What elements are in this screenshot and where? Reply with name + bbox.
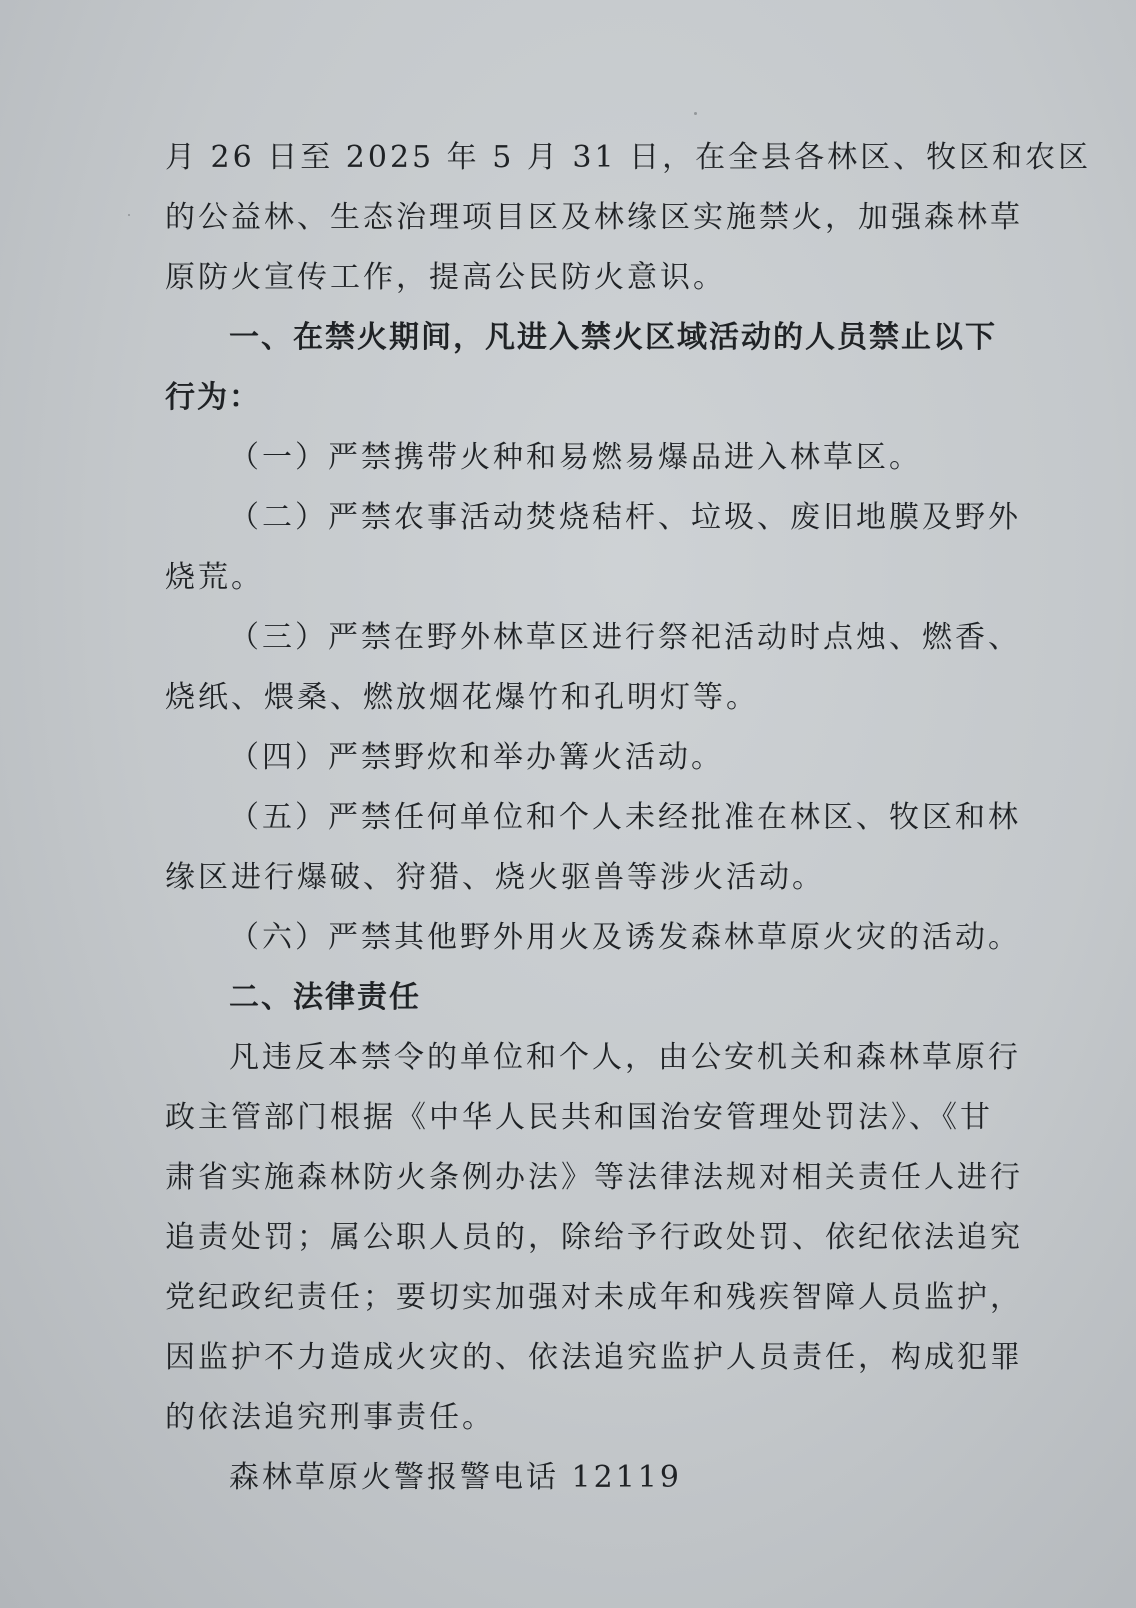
prohibition-item-3: （三）严禁在野外林草区进行祭祀活动时点烛、燃香、 xyxy=(229,620,1021,655)
section2-heading: 二、法律责任 xyxy=(229,980,421,1015)
intro-line: 的公益林、生态治理项目区及林缘区实施禁火，加强森林草 xyxy=(165,200,1023,235)
prohibition-item-5: （五）严禁任何单位和个人未经批准在林区、牧区和林 xyxy=(229,800,1021,835)
legal-paragraph-line: 政主管部门根据《中华人民共和国治安管理处罚法》、《甘 xyxy=(165,1100,993,1135)
legal-paragraph-line: 因监护不力造成火灾的、依法追究监护人员责任，构成犯罪 xyxy=(165,1340,1023,1375)
intro-line: 月 26 日至 2025 年 5 月 31 日，在全县各林区、牧区和农区 xyxy=(165,140,1092,175)
prohibition-item-6: （六）严禁其他野外用火及诱发森林草原火灾的活动。 xyxy=(229,920,1021,955)
legal-paragraph-line: 凡违反本禁令的单位和个人，由公安机关和森林草原行 xyxy=(229,1040,1021,1075)
prohibition-item-3-cont: 烧纸、煨桑、燃放烟花爆竹和孔明灯等。 xyxy=(165,680,759,715)
paper-speck xyxy=(128,214,130,216)
fire-hotline: 森林草原火警报警电话 12119 xyxy=(229,1460,682,1495)
paper-speck xyxy=(694,112,697,115)
prohibition-item-2: （二）严禁农事活动焚烧秸杆、垃圾、废旧地膜及野外 xyxy=(229,500,1021,535)
legal-paragraph-line: 追责处罚；属公职人员的，除给予行政处罚、依纪依法追究 xyxy=(165,1220,1023,1255)
intro-line: 原防火宣传工作，提高公民防火意识。 xyxy=(165,260,726,295)
section1-heading: 一、在禁火期间，凡进入禁火区域活动的人员禁止以下 xyxy=(229,320,997,355)
document-body xyxy=(165,128,1092,1508)
prohibition-item-5-cont: 缘区进行爆破、狩猎、烧火驱兽等涉火活动。 xyxy=(165,860,825,895)
legal-paragraph-line: 肃省实施森林防火条例办法》等法律法规对相关责任人进行 xyxy=(165,1160,1023,1195)
prohibition-item-1: （一）严禁携带火种和易燃易爆品进入林草区。 xyxy=(229,440,922,475)
prohibition-item-2-cont: 烧荒。 xyxy=(165,560,264,595)
legal-paragraph-line: 党纪政纪责任；要切实加强对未成年和残疾智障人员监护， xyxy=(165,1280,1023,1315)
prohibition-item-4: （四）严禁野炊和举办篝火活动。 xyxy=(229,740,724,775)
section1-heading-cont: 行为： xyxy=(165,380,261,415)
legal-paragraph-line: 的依法追究刑事责任。 xyxy=(165,1400,495,1435)
